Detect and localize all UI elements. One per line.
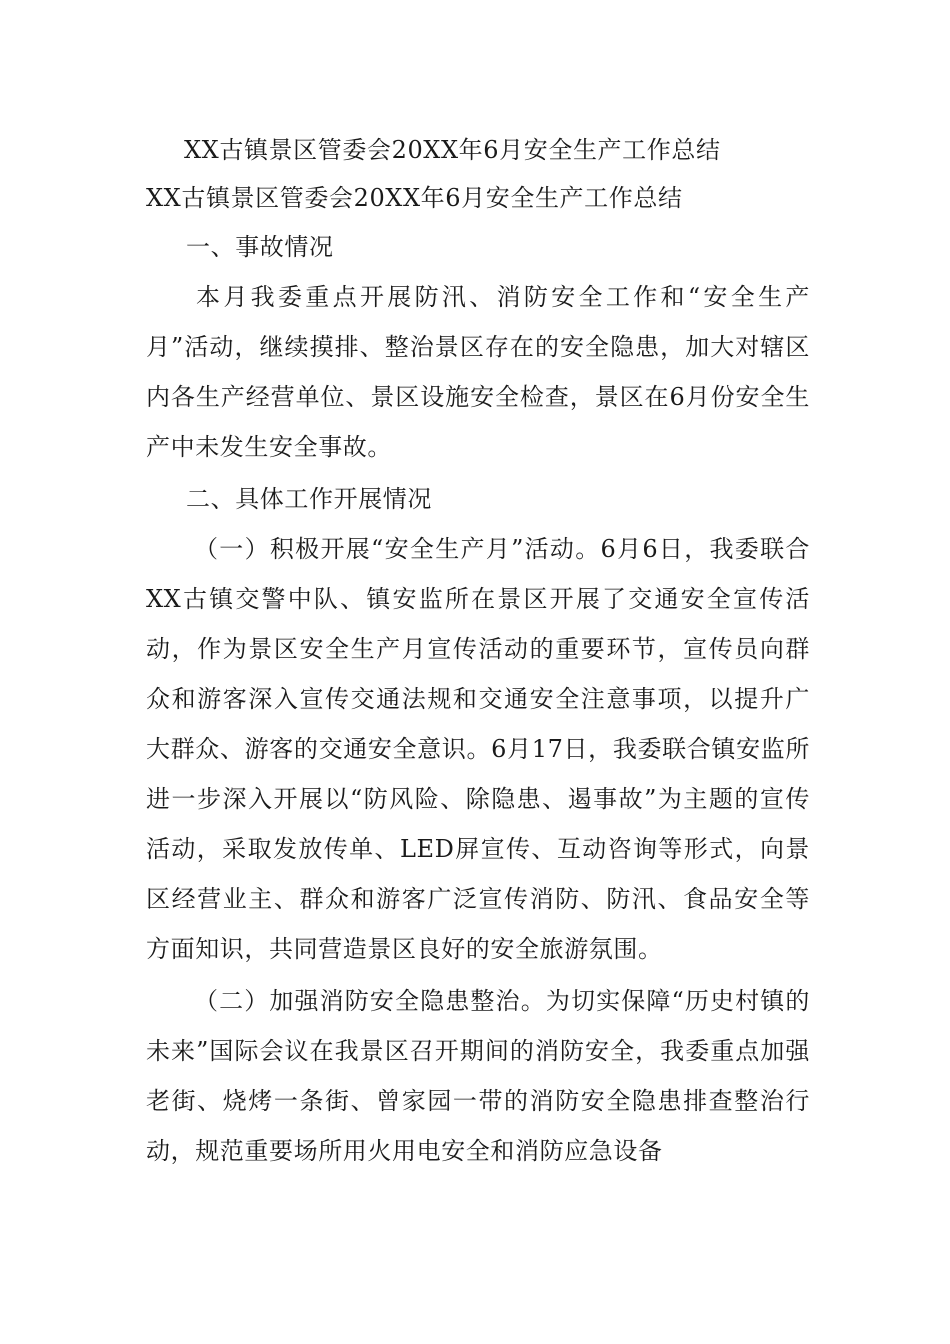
document-body	[146, 126, 810, 1176]
paragraph-fire-safety: （二）加强消防安全隐患整治。为切实保障“历史村镇的未来”国际会议在我景区召开期间的消防安全，我委重点加强老街、烧烤一条街、曾家园一带的消防安全隐患排查整治行动，规范重要场所用火用电安全和消防应急设备	[146, 987, 810, 1165]
paragraph-safety-month: （一）积极开展“安全生产月”活动。6月6日，我委联合XX古镇交警中队、镇安监所在景区开展了交通安全宣传活动，作为景区安全生产月宣传活动的重要环节，宣传员向群众和游客深入宣传交通法规和交通安全注意事项，以提升广大群众、游客的交通安全意识。6月17日，我委联合镇安监所进一步深入开展以“防风险、除隐患、遏事故”为主题的宣传活动，采取发放传单、LED屏宣传、互动咨询等形式，向景区经营业主、群众和游客广泛宣传消防、防汛、食品安全等方面知识，共同营造景区良好的安全旅游氛围。	[146, 535, 810, 963]
document-title-repeat: XX古镇景区管委会20XX年6月安全生产工作总结	[146, 184, 683, 212]
paragraph-accidents: 本月我委重点开展防汛、消防安全工作和“安全生产月”活动，继续摸排、整治景区存在的安全隐患，加大对辖区内各生产经营单位、景区设施安全检查，景区在6月份安全生产中未发生安全事故。	[146, 283, 810, 461]
section-heading-accidents: 一、事故情况	[186, 233, 334, 261]
section-heading-work: 二、具体工作开展情况	[186, 485, 432, 513]
document-title: XX古镇景区管委会20XX年6月安全生产工作总结	[184, 136, 721, 164]
